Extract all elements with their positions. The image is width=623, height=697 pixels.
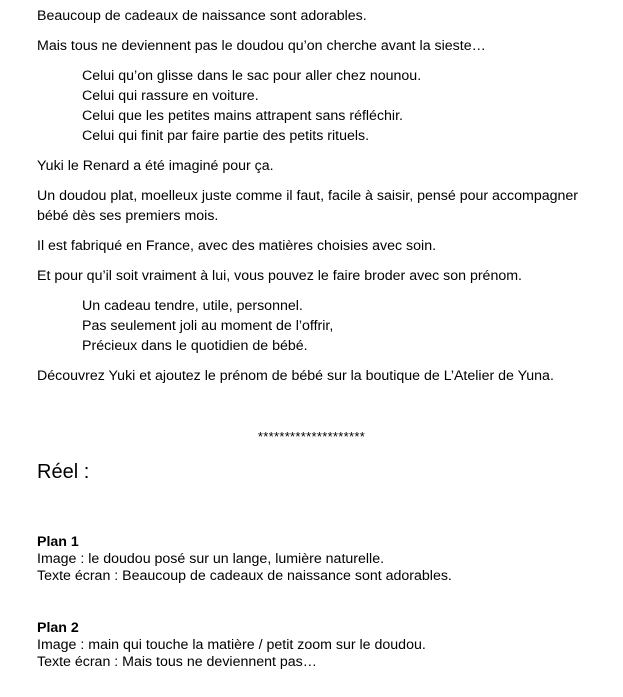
separator: ******************** <box>257 429 366 444</box>
list2-item-2: Pas seulement joli au moment de l’offrir, <box>82 318 334 334</box>
list1-item-1: Celui qu’on glisse dans le sac pour aller chez nounou. <box>82 68 422 84</box>
doudou-line-2: bébé dès ses premiers mois. <box>37 208 219 224</box>
list1-item-3: Celui que les petites mains attrapent sans réfléchir. <box>82 108 403 124</box>
plan-2-title: Plan 2 <box>37 620 79 636</box>
plan-1-image: Image : le doudou posé sur un lange, lumière naturelle. <box>37 551 385 567</box>
yuki-line: Yuki le Renard a été imaginé pour ça. <box>37 158 274 174</box>
doudou-line-1: Un doudou plat, moelleux juste comme il faut, facile à saisir, pensé pour accompagner <box>37 188 578 204</box>
france-line: Il est fabriqué en France, avec des matières choisies avec soin. <box>37 238 437 254</box>
broder-line: Et pour qu’il soit vraiment à lui, vous pouvez le faire broder avec son prénom. <box>37 268 522 284</box>
plan-1-title: Plan 1 <box>37 534 79 550</box>
plan-2-image: Image : main qui touche la matière / petit zoom sur le doudou. <box>37 637 426 653</box>
reel-heading: Réel : <box>37 461 90 483</box>
intro-line-2: Mais tous ne deviennent pas le doudou qu’on cherche avant la sieste… <box>37 38 486 54</box>
cta-line: Découvrez Yuki et ajoutez le prénom de bébé sur la boutique de L’Atelier de Yuna. <box>37 368 554 384</box>
plan-1-text: Texte écran : Beaucoup de cadeaux de naissance sont adorables. <box>37 568 452 584</box>
list2-item-3: Précieux dans le quotidien de bébé. <box>82 338 308 354</box>
list1-item-4: Celui qui finit par faire partie des petits rituels. <box>82 128 370 144</box>
intro-line-1: Beaucoup de cadeaux de naissance sont adorables. <box>37 8 367 24</box>
plan-2-text: Texte écran : Mais tous ne deviennent pas… <box>37 654 317 670</box>
list1-item-2: Celui qui rassure en voiture. <box>82 88 259 104</box>
list2-item-1: Un cadeau tendre, utile, personnel. <box>82 298 303 314</box>
